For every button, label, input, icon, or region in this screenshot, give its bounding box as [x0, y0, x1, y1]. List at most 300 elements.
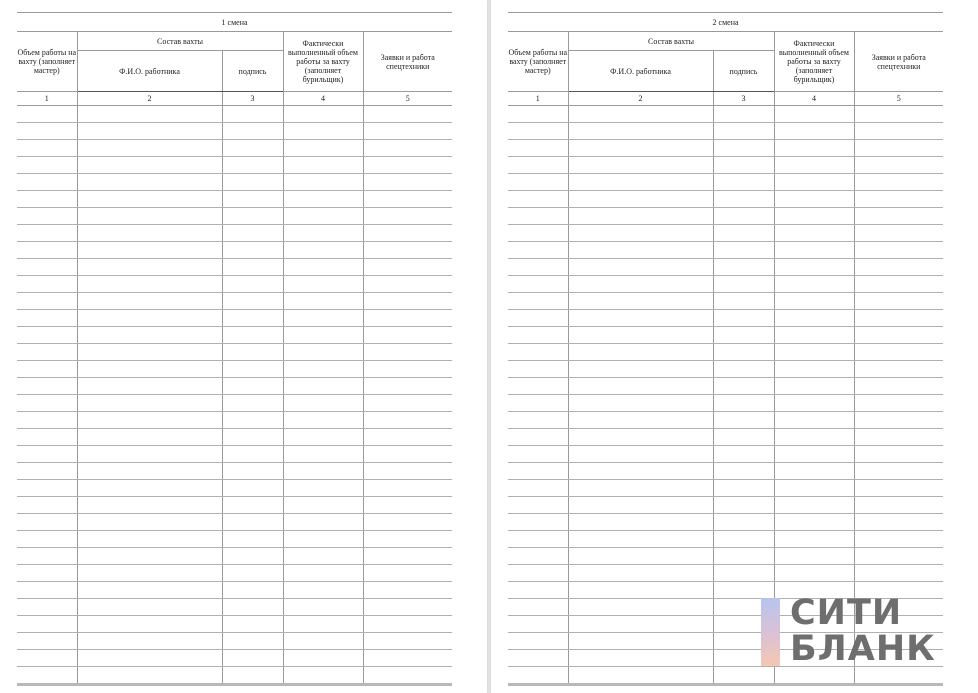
table-cell	[17, 650, 77, 667]
table-cell	[77, 497, 222, 514]
table-cell	[17, 463, 77, 480]
table-cell	[222, 429, 283, 446]
logo-line-1: СИТИ	[790, 593, 903, 633]
table-cell	[363, 616, 452, 633]
table-cell	[854, 225, 943, 242]
table-row	[508, 463, 943, 480]
table-cell	[363, 327, 452, 344]
header-signature: подпись	[713, 51, 774, 92]
table-cell	[854, 140, 943, 157]
table-row	[17, 446, 452, 463]
table-cell	[363, 514, 452, 531]
table-row	[508, 446, 943, 463]
table-cell	[77, 514, 222, 531]
table-cell	[17, 412, 77, 429]
table-cell	[17, 378, 77, 395]
table-cell	[17, 599, 77, 616]
table-cell	[222, 361, 283, 378]
table-cell	[222, 514, 283, 531]
table-cell	[283, 208, 363, 225]
table-cell	[508, 429, 568, 446]
table-cell	[283, 395, 363, 412]
table-cell	[283, 514, 363, 531]
table-row	[508, 225, 943, 242]
table-cell	[568, 106, 713, 123]
table-cell	[363, 650, 452, 667]
table-cell	[568, 429, 713, 446]
table-cell	[508, 344, 568, 361]
table-cell	[774, 208, 854, 225]
table-cell	[363, 310, 452, 327]
table-cell	[17, 531, 77, 548]
table-cell	[17, 497, 77, 514]
table-cell	[854, 565, 943, 582]
table-cell	[508, 480, 568, 497]
header-crew: Состав вахты	[568, 32, 774, 51]
table-cell	[363, 174, 452, 191]
table-cell	[568, 412, 713, 429]
table-cell	[508, 633, 568, 650]
table-cell	[363, 429, 452, 446]
table-cell	[854, 344, 943, 361]
table-cell	[508, 395, 568, 412]
table-cell	[283, 667, 363, 685]
table-cell	[283, 429, 363, 446]
table-cell	[568, 327, 713, 344]
table-cell	[713, 378, 774, 395]
table-cell	[854, 276, 943, 293]
table-cell	[77, 667, 222, 685]
column-number: 3	[713, 92, 774, 106]
table-row	[508, 565, 943, 582]
brand-logo	[761, 593, 961, 669]
table-cell	[568, 599, 713, 616]
column-number: 1	[508, 92, 568, 106]
table-cell	[854, 514, 943, 531]
table-row	[17, 582, 452, 599]
table-cell	[508, 616, 568, 633]
table-cell	[17, 480, 77, 497]
table-cell	[568, 633, 713, 650]
shift-title: 1 смена	[17, 13, 452, 32]
table-row	[17, 548, 452, 565]
table-row	[17, 378, 452, 395]
table-cell	[508, 446, 568, 463]
table-row	[508, 106, 943, 123]
table-cell	[283, 497, 363, 514]
table-cell	[568, 480, 713, 497]
table-cell	[854, 157, 943, 174]
table-cell	[283, 174, 363, 191]
table-cell	[568, 565, 713, 582]
table-cell	[568, 395, 713, 412]
table-row	[508, 327, 943, 344]
header-requests: Заявки и работа спецтехники	[854, 32, 943, 92]
table-row	[17, 157, 452, 174]
table-cell	[283, 531, 363, 548]
table-cell	[774, 310, 854, 327]
table-cell	[363, 548, 452, 565]
table-row	[17, 327, 452, 344]
table-cell	[283, 344, 363, 361]
table-row	[508, 242, 943, 259]
table-cell	[17, 259, 77, 276]
table-cell	[17, 191, 77, 208]
table-cell	[713, 667, 774, 685]
logo-gradient-bar	[761, 598, 780, 666]
column-number: 3	[222, 92, 283, 106]
table-cell	[77, 208, 222, 225]
shift-table-2	[508, 12, 943, 686]
table-cell	[222, 208, 283, 225]
table-cell	[508, 667, 568, 685]
table-cell	[568, 531, 713, 548]
table-row	[17, 293, 452, 310]
table-cell	[283, 378, 363, 395]
table-cell	[568, 293, 713, 310]
table-row	[508, 378, 943, 395]
table-row	[508, 293, 943, 310]
table-row	[17, 650, 452, 667]
table-cell	[854, 327, 943, 344]
table-cell	[568, 667, 713, 685]
table-cell	[283, 582, 363, 599]
table-cell	[713, 565, 774, 582]
table-cell	[17, 616, 77, 633]
table-cell	[222, 616, 283, 633]
table-row	[17, 412, 452, 429]
table-row	[17, 531, 452, 548]
table-row	[508, 276, 943, 293]
table-cell	[854, 548, 943, 565]
table-cell	[363, 497, 452, 514]
table-cell	[77, 412, 222, 429]
table-cell	[222, 293, 283, 310]
table-cell	[508, 548, 568, 565]
header-name: Ф.И.О. работника	[77, 51, 222, 92]
table-row	[508, 361, 943, 378]
table-cell	[17, 174, 77, 191]
table-row	[17, 123, 452, 140]
table-cell	[713, 259, 774, 276]
table-cell	[774, 565, 854, 582]
table-cell	[17, 633, 77, 650]
table-cell	[508, 412, 568, 429]
table-cell	[17, 242, 77, 259]
table-cell	[713, 106, 774, 123]
table-cell	[713, 344, 774, 361]
table-cell	[713, 395, 774, 412]
table-cell	[854, 293, 943, 310]
table-cell	[17, 123, 77, 140]
table-cell	[17, 310, 77, 327]
table-row	[17, 480, 452, 497]
table-row	[17, 565, 452, 582]
table-cell	[568, 514, 713, 531]
table-cell	[283, 446, 363, 463]
table-cell	[508, 327, 568, 344]
table-cell	[17, 344, 77, 361]
table-cell	[77, 650, 222, 667]
table-cell	[774, 361, 854, 378]
table-cell	[713, 225, 774, 242]
column-number: 5	[854, 92, 943, 106]
table-cell	[77, 582, 222, 599]
table-cell	[568, 463, 713, 480]
table-row	[17, 514, 452, 531]
table-cell	[713, 412, 774, 429]
table-cell	[774, 157, 854, 174]
table-cell	[568, 157, 713, 174]
table-body	[17, 106, 452, 685]
table-cell	[363, 293, 452, 310]
table-cell	[854, 361, 943, 378]
table-cell	[568, 242, 713, 259]
table-row	[17, 599, 452, 616]
table-cell	[77, 174, 222, 191]
table-cell	[222, 327, 283, 344]
table-cell	[77, 344, 222, 361]
table-cell	[283, 293, 363, 310]
table-cell	[283, 123, 363, 140]
table-row	[508, 157, 943, 174]
table-cell	[283, 106, 363, 123]
table-cell	[508, 276, 568, 293]
table-cell	[363, 446, 452, 463]
table-cell	[363, 157, 452, 174]
table-cell	[222, 242, 283, 259]
table-cell	[774, 514, 854, 531]
left-page	[0, 0, 487, 693]
table-cell	[363, 582, 452, 599]
table-cell	[17, 157, 77, 174]
table-cell	[854, 106, 943, 123]
table-cell	[508, 191, 568, 208]
table-cell	[17, 565, 77, 582]
table-row	[508, 344, 943, 361]
table-cell	[774, 293, 854, 310]
table-cell	[568, 123, 713, 140]
table-cell	[222, 412, 283, 429]
header-volume: Объем работы на вахту (заполняет мастер)	[17, 32, 77, 92]
table-cell	[508, 565, 568, 582]
table-row	[508, 123, 943, 140]
table-row	[17, 463, 452, 480]
table-cell	[363, 378, 452, 395]
table-cell	[222, 446, 283, 463]
table-cell	[568, 616, 713, 633]
table-cell	[774, 259, 854, 276]
right-page	[491, 0, 978, 693]
table-cell	[363, 208, 452, 225]
table-cell	[222, 463, 283, 480]
table-cell	[283, 225, 363, 242]
column-number: 1	[17, 92, 77, 106]
table-cell	[508, 650, 568, 667]
table-cell	[774, 140, 854, 157]
table-cell	[17, 429, 77, 446]
table-cell	[363, 276, 452, 293]
table-cell	[17, 548, 77, 565]
table-cell	[508, 361, 568, 378]
table-cell	[774, 378, 854, 395]
header-crew: Состав вахты	[77, 32, 283, 51]
table-cell	[713, 361, 774, 378]
table-cell	[17, 293, 77, 310]
table-cell	[854, 480, 943, 497]
table-cell	[77, 191, 222, 208]
table-cell	[77, 123, 222, 140]
table-row	[17, 225, 452, 242]
table-cell	[774, 106, 854, 123]
table-cell	[568, 497, 713, 514]
shift-title: 2 смена	[508, 13, 943, 32]
table-cell	[508, 293, 568, 310]
table-cell	[713, 514, 774, 531]
table-cell	[283, 548, 363, 565]
table-cell	[77, 276, 222, 293]
table-cell	[222, 106, 283, 123]
table-cell	[854, 429, 943, 446]
table-cell	[568, 225, 713, 242]
table-cell	[222, 276, 283, 293]
table-cell	[77, 531, 222, 548]
table-cell	[77, 616, 222, 633]
column-number: 5	[363, 92, 452, 106]
table-cell	[222, 548, 283, 565]
table-cell	[77, 157, 222, 174]
table-cell	[222, 599, 283, 616]
table-cell	[508, 208, 568, 225]
header-actual: Фактически выполненный объем работы за вахту (заполняет бурильщик)	[283, 32, 363, 92]
table-cell	[774, 429, 854, 446]
table-cell	[222, 191, 283, 208]
table-row	[17, 395, 452, 412]
table-cell	[77, 378, 222, 395]
table-cell	[77, 242, 222, 259]
table-cell	[854, 191, 943, 208]
table-cell	[222, 259, 283, 276]
table-cell	[283, 412, 363, 429]
table-cell	[222, 565, 283, 582]
table-cell	[774, 191, 854, 208]
table-cell	[774, 531, 854, 548]
table-cell	[363, 480, 452, 497]
table-row	[508, 548, 943, 565]
table-cell	[222, 140, 283, 157]
logo-line-2: БЛАНК	[790, 629, 936, 669]
table-cell	[363, 599, 452, 616]
column-number: 4	[283, 92, 363, 106]
table-cell	[222, 633, 283, 650]
table-cell	[77, 293, 222, 310]
table-cell	[568, 140, 713, 157]
table-cell	[774, 395, 854, 412]
table-cell	[508, 157, 568, 174]
column-number: 2	[568, 92, 713, 106]
table-cell	[77, 310, 222, 327]
table-row	[17, 140, 452, 157]
table-cell	[854, 531, 943, 548]
table-cell	[222, 157, 283, 174]
table-cell	[363, 123, 452, 140]
table-row	[17, 344, 452, 361]
header-name: Ф.И.О. работника	[568, 51, 713, 92]
table-cell	[283, 327, 363, 344]
table-cell	[568, 191, 713, 208]
table-cell	[363, 412, 452, 429]
table-cell	[568, 446, 713, 463]
table-row	[508, 174, 943, 191]
table-cell	[713, 480, 774, 497]
table-cell	[363, 259, 452, 276]
table-row	[508, 259, 943, 276]
table-row	[508, 480, 943, 497]
table-cell	[508, 174, 568, 191]
table-cell	[17, 446, 77, 463]
table-cell	[508, 310, 568, 327]
shift-table-1	[17, 12, 452, 686]
table-cell	[17, 667, 77, 685]
table-cell	[363, 191, 452, 208]
table-cell	[713, 140, 774, 157]
table-row	[17, 429, 452, 446]
table-cell	[17, 225, 77, 242]
log-table	[17, 12, 452, 686]
table-cell	[568, 582, 713, 599]
table-cell	[283, 259, 363, 276]
table-cell	[508, 123, 568, 140]
table-cell	[854, 208, 943, 225]
table-cell	[568, 310, 713, 327]
table-cell	[774, 480, 854, 497]
table-cell	[774, 497, 854, 514]
table-cell	[854, 123, 943, 140]
table-cell	[713, 293, 774, 310]
table-cell	[508, 497, 568, 514]
table-cell	[283, 633, 363, 650]
table-cell	[713, 429, 774, 446]
table-cell	[77, 361, 222, 378]
table-cell	[508, 106, 568, 123]
table-cell	[77, 480, 222, 497]
table-cell	[77, 463, 222, 480]
table-cell	[222, 123, 283, 140]
table-cell	[17, 514, 77, 531]
table-cell	[854, 395, 943, 412]
table-cell	[283, 565, 363, 582]
table-cell	[77, 395, 222, 412]
table-cell	[713, 548, 774, 565]
table-cell	[17, 395, 77, 412]
table-cell	[713, 310, 774, 327]
table-cell	[568, 650, 713, 667]
table-cell	[283, 191, 363, 208]
table-row	[17, 667, 452, 685]
table-cell	[77, 633, 222, 650]
table-cell	[17, 208, 77, 225]
table-cell	[283, 463, 363, 480]
table-cell	[774, 327, 854, 344]
table-cell	[77, 548, 222, 565]
table-cell	[508, 140, 568, 157]
table-cell	[283, 242, 363, 259]
table-cell	[568, 208, 713, 225]
table-cell	[854, 446, 943, 463]
table-cell	[774, 548, 854, 565]
table-row	[508, 208, 943, 225]
table-cell	[508, 599, 568, 616]
